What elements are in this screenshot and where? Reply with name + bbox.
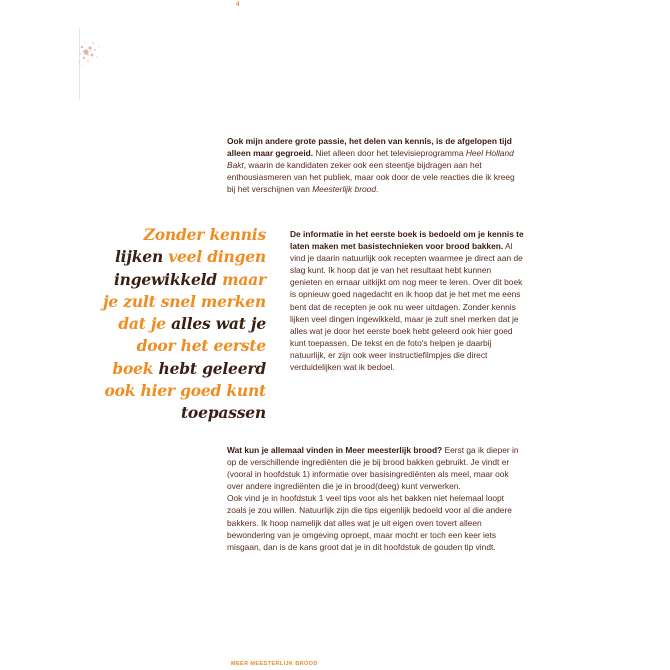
intro-italic-1: Heel Holland Bakt — [227, 148, 514, 171]
contents-text-1: Eerst ga ik dieper in op de verschillende ingrediënten die je bij brood bakken gebruikt. Je vindt er (vooral in hoofdstuk 1) informatie over basisingrediënten als meel, maar ook over andere ingrediënten die je in brood(deeg) kunt verwerken. — [227, 445, 519, 492]
quote-segment: door het eerste — [136, 336, 266, 356]
quote-segment: hebt geleerd — [158, 358, 266, 378]
info-paragraph-text: Al vind je daarin natuurlijk ook recepten waarmee je direct aan de slag kunt. Ik hoop dat je van het resultaat hebt kunnen genieten en ernaar uitkijkt om nog meer te leren. Over dit boek is opnieuw goed nagedacht en ik hoop dat je het met me eens bent dat de recepten je ook nu weer uitdagen. Zonder kennis lijken veel dingen ingewikkeld, maar je zult snel merken dat je alles wat je door het eerste boek hebt geleerd ook hier goed kunt toepassen. De tekst en de foto's helpen je daarbij natuurlijk, er zijn ook weer instructiefilmpjes die direct verduidelijken wat ik bedoel. — [290, 241, 523, 373]
intro-text-3: . — [375, 184, 379, 195]
quote-segment: Zonder kennis — [143, 225, 266, 244]
intro-text-1: Niet alleen door het televisieprogramma — [313, 148, 466, 159]
quote-segment: boek — [112, 358, 159, 378]
quote-segment: toepassen — [180, 403, 266, 423]
intro-paragraph-bold: Ook mijn andere grote passie, het delen van kennis, is de afgelopen tijd alleen maar gegroeid. — [227, 136, 512, 159]
info-paragraph — [290, 228, 524, 373]
running-footer-title: MEER MEESTERLIJK BROOD — [231, 661, 318, 667]
quote-segment: dat je — [118, 314, 172, 334]
flour-splatter-icon — [76, 38, 104, 78]
quote-segment: lijken — [114, 247, 169, 267]
contents-paragraph — [227, 444, 523, 553]
intro-italic-2: Meesterlijk brood — [312, 184, 376, 195]
quote-segment: ook hier goed kunt — [104, 381, 266, 401]
intro-paragraph — [227, 135, 523, 195]
quote-segment: veel dingen — [168, 247, 266, 267]
contents-text-2: Ook vind je in hoofdstuk 1 veel tips voor als het bakken niet helemaal loopt zoals je zou willen. Natuurlijk zijn die tips eigenlijk bedoeld voor al die andere bakkers. Ik hoop namelijk dat alles wat je uit eigen oven tovert alleen bewondering van je omgeving oproept, maar mocht er toch een keer iets misgaan, dan is de kans groot dat je in dit hoofdstuk de gouden tip vindt. — [227, 493, 512, 552]
intro-text-2: , waarin de kandidaten zeker ook een steentje bijdragen aan het enthousiasmeren van het publiek, maar ook door de vele reacties die ik kreeg bij het verschijnen van — [227, 160, 515, 195]
contents-paragraph-bold: Wat kun je allemaal vinden in Meer meesterlijk brood? — [227, 445, 443, 455]
quote-segment: ingewikkeld — [113, 269, 223, 289]
quote-segment: maar — [222, 269, 266, 289]
page-number: 4 — [236, 2, 240, 8]
quote-segment: alles wat je — [171, 314, 266, 334]
pull-quote — [96, 224, 266, 425]
quote-segment: je zult snel merken — [102, 291, 266, 311]
info-paragraph-bold: De informatie in het eerste boek is bedoeld om je kennis te laten maken met basistechnieken voor brood bakken. — [290, 229, 524, 252]
